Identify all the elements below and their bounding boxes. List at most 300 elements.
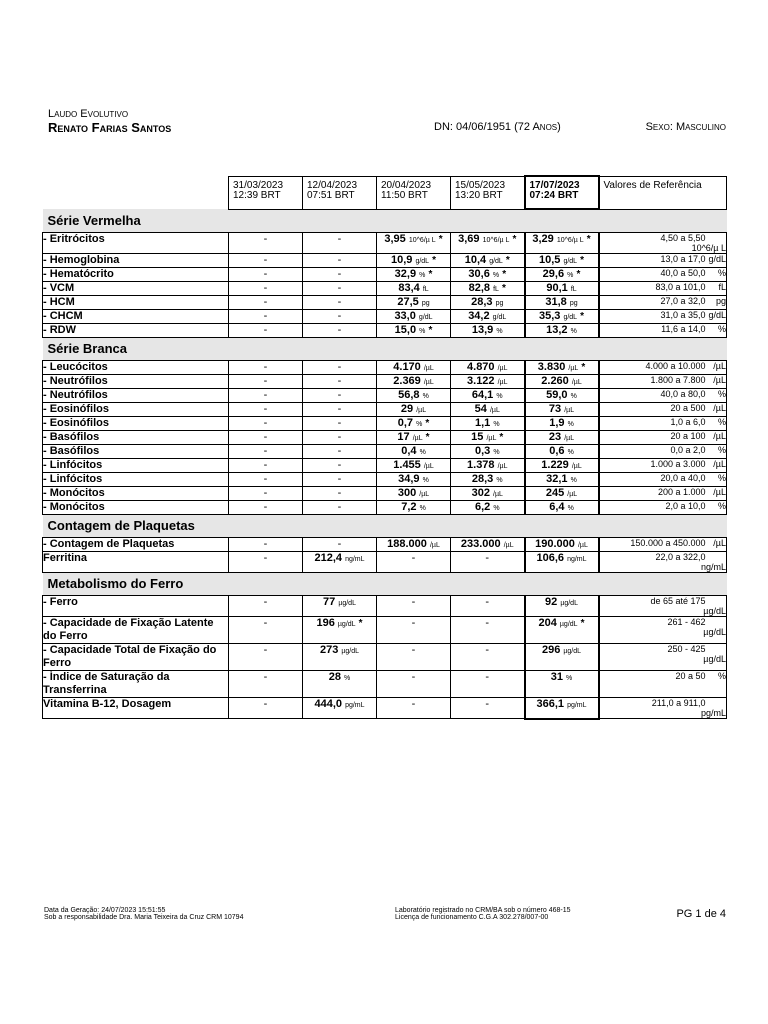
result-value — [303, 644, 377, 671]
footer-license: Licença de funcionamento C.G.A 302.278/007-00 — [395, 914, 549, 921]
result-value: - — [229, 296, 303, 310]
value-number: 82,8 — [468, 282, 491, 294]
reference-value: 0,0 a 2,0 — [670, 445, 706, 455]
value-number: 31,8 — [545, 296, 567, 308]
result-row — [43, 445, 727, 459]
value-number: 6,2 — [474, 501, 491, 513]
result-row — [43, 282, 727, 296]
value-unit: % — [419, 272, 426, 279]
value-unit: µg/dL — [560, 600, 578, 607]
reference-unit: /µL — [713, 459, 726, 469]
result-value — [525, 417, 599, 431]
result-value — [377, 417, 451, 431]
value-number: 56,8 — [398, 389, 420, 401]
value-unit: fL — [570, 286, 577, 293]
result-row — [43, 501, 727, 515]
reference-unit: µg/dL — [703, 654, 726, 664]
result-value — [377, 282, 451, 296]
result-value: - — [229, 487, 303, 501]
reference-range — [599, 473, 727, 487]
date-col-3: 20/04/2023 11:50 BRT — [377, 176, 451, 209]
result-value — [451, 361, 525, 375]
reference-range — [599, 501, 727, 515]
result-value: - — [229, 445, 303, 459]
value-flag: * — [428, 325, 433, 336]
value-unit: % — [566, 675, 573, 682]
reference-range — [599, 445, 727, 459]
value-number: 3.830 — [537, 361, 566, 373]
result-value: - — [451, 552, 525, 573]
result-value: - — [229, 361, 303, 375]
test-name: - VCM — [43, 282, 229, 296]
result-value: - — [303, 473, 377, 487]
value-number: 92 — [545, 596, 558, 608]
value-number: 1.378 — [467, 459, 495, 471]
section-title: Série Branca — [43, 338, 727, 361]
value-flag: * — [505, 255, 510, 266]
result-value: - — [377, 671, 451, 698]
result-value — [451, 431, 525, 445]
reference-value: 4.000 a 10.000 — [645, 361, 706, 371]
section-header — [43, 573, 727, 596]
value-flag: * — [432, 255, 437, 266]
reference-range — [599, 310, 727, 324]
value-number: 23 — [548, 431, 562, 443]
result-value — [525, 389, 599, 403]
value-flag: * — [358, 618, 363, 629]
value-number: 0,6 — [549, 445, 565, 457]
result-value: - — [229, 698, 303, 719]
reference-unit: fL — [718, 282, 726, 292]
reference-value: 150.000 a 450.000 — [630, 538, 706, 548]
result-row — [43, 644, 727, 671]
value-unit: pg — [495, 300, 504, 307]
section-header — [43, 338, 727, 361]
result-value: - — [303, 501, 377, 515]
value-number: 204 — [538, 617, 557, 629]
result-value: - — [229, 417, 303, 431]
result-value: - — [229, 375, 303, 389]
section-header — [43, 209, 727, 233]
value-unit: % — [567, 449, 574, 456]
result-value — [377, 403, 451, 417]
value-unit: % — [570, 477, 577, 484]
value-unit: fL — [422, 286, 429, 293]
result-value — [525, 552, 599, 573]
reference-value: 20,0 a 40,0 — [660, 473, 706, 483]
value-flag: * — [580, 255, 585, 266]
result-row — [43, 389, 727, 403]
result-value: - — [303, 282, 377, 296]
result-value — [525, 268, 599, 282]
reference-unit: /µL — [713, 538, 726, 548]
value-number: 10,5 — [538, 254, 561, 266]
reference-value: 11,6 a 14,0 — [661, 324, 706, 334]
result-value: - — [303, 296, 377, 310]
value-number: 2.369 — [393, 375, 421, 387]
value-number: 28,3 — [471, 473, 494, 485]
result-row — [43, 473, 727, 487]
value-unit: % — [493, 505, 500, 512]
reference-unit: % — [717, 389, 726, 399]
result-value: - — [229, 254, 303, 268]
result-value — [451, 389, 525, 403]
date-col-2: 12/04/2023 07:51 BRT — [303, 176, 377, 209]
value-number: 13,2 — [546, 324, 568, 336]
result-value — [525, 473, 599, 487]
result-value: - — [229, 473, 303, 487]
value-number: 10,4 — [464, 254, 487, 266]
result-value: - — [229, 389, 303, 403]
result-value: - — [229, 644, 303, 671]
value-number: 444,0 — [314, 698, 342, 710]
value-unit: g/dL — [418, 314, 433, 321]
test-name: - Eosinófilos — [43, 417, 229, 431]
value-unit: /µL — [571, 379, 582, 386]
value-unit: /µL — [429, 542, 440, 549]
value-number: 90,1 — [546, 282, 568, 294]
value-unit: /µL — [497, 365, 508, 372]
value-number: 29 — [400, 403, 414, 415]
result-value — [377, 459, 451, 473]
result-value — [303, 671, 377, 698]
result-row — [43, 233, 727, 254]
value-flag: * — [499, 432, 504, 443]
reference-range — [599, 417, 727, 431]
value-flag: * — [581, 362, 586, 373]
result-value: - — [377, 698, 451, 719]
value-number: 73 — [548, 403, 562, 415]
value-number: 13,9 — [471, 324, 494, 336]
value-unit: pg — [569, 300, 578, 307]
test-name: - Monócitos — [43, 501, 229, 515]
reference-value: 40,0 a 80,0 — [660, 389, 706, 399]
value-unit: % — [493, 449, 500, 456]
value-number: 27,5 — [397, 296, 419, 308]
result-value — [377, 501, 451, 515]
test-name: - Hemoglobina — [43, 254, 229, 268]
value-number: 7,2 — [401, 501, 417, 513]
test-name: - Ferro — [43, 596, 229, 617]
result-value — [377, 389, 451, 403]
value-number: 34,2 — [468, 310, 490, 322]
value-unit: /µL — [489, 407, 500, 414]
result-row — [43, 617, 727, 644]
value-unit: 10^6/µ L — [556, 237, 584, 244]
result-value: - — [377, 644, 451, 671]
reference-range — [599, 596, 727, 617]
result-row — [43, 698, 727, 719]
value-unit: /µL — [577, 542, 588, 549]
reference-value: 250 - 425 — [667, 644, 706, 654]
result-value: - — [303, 459, 377, 473]
value-flag: * — [425, 418, 430, 429]
test-name: - Capacidade Total de Fixação do Ferro — [43, 644, 229, 671]
reference-range — [599, 233, 727, 254]
reference-unit: /µL — [713, 375, 726, 385]
value-unit: % — [570, 393, 577, 400]
test-name: - Contagem de Plaquetas — [43, 538, 229, 552]
result-value — [451, 310, 525, 324]
result-value — [303, 552, 377, 573]
result-value — [451, 282, 525, 296]
test-name: - Eosinófilos — [43, 403, 229, 417]
value-unit: /µL — [493, 491, 503, 498]
value-unit: % — [496, 328, 503, 335]
value-unit: µg/dL — [341, 648, 360, 655]
result-value — [377, 324, 451, 338]
test-name: - Neutrófilos — [43, 375, 229, 389]
value-number: 190.000 — [535, 538, 575, 550]
value-unit: /µL — [567, 491, 578, 498]
result-value: - — [229, 324, 303, 338]
test-name: - Hematócrito — [43, 268, 229, 282]
birth-date: DN: 04/06/1951 (72 Anos) — [434, 121, 561, 133]
section-title: Série Vermelha — [43, 209, 727, 233]
reference-range — [599, 698, 727, 719]
reference-header: Valores de Referência — [599, 176, 727, 209]
value-number: 33,0 — [394, 310, 416, 322]
value-number: 233.000 — [460, 538, 501, 550]
value-unit: % — [419, 328, 426, 335]
reference-value: 1.800 a 7.800 — [650, 375, 706, 385]
reference-unit: /µL — [713, 361, 726, 371]
result-value: - — [377, 596, 451, 617]
value-flag: * — [580, 311, 585, 322]
value-number: 302 — [471, 487, 490, 499]
value-unit: ng/mL — [345, 556, 365, 563]
result-value — [451, 538, 525, 552]
result-value: - — [303, 254, 377, 268]
value-unit: % — [422, 393, 429, 400]
test-name: - RDW — [43, 324, 229, 338]
value-number: 273 — [319, 644, 339, 656]
footer-responsible: Sob a responsabilidade Dra. Maria Teixeira da Cruz CRM 10794 — [44, 914, 244, 921]
result-value: - — [303, 233, 377, 254]
test-name: - Basófilos — [43, 445, 229, 459]
value-number: 30,6 — [468, 268, 490, 280]
page-number: PG 1 de 4 — [676, 908, 726, 920]
result-value — [451, 375, 525, 389]
test-name: - Leucócitos — [43, 361, 229, 375]
result-value: - — [377, 552, 451, 573]
value-unit: % — [567, 421, 574, 428]
result-value: - — [229, 459, 303, 473]
reference-range — [599, 538, 727, 552]
value-unit: % — [567, 272, 574, 279]
value-unit: /µL — [423, 463, 434, 470]
value-number: 59,0 — [546, 389, 568, 401]
result-value: - — [303, 268, 377, 282]
value-unit: /µL — [497, 463, 508, 470]
value-number: 77 — [323, 596, 336, 608]
result-value — [303, 698, 377, 719]
sex: Sexo: Masculino — [645, 121, 726, 133]
reference-value: 31,0 a 35,0 — [660, 310, 706, 320]
result-value — [377, 538, 451, 552]
result-row — [43, 375, 727, 389]
date-col-5: 17/07/2023 07:24 BRT — [525, 176, 599, 209]
result-value — [525, 282, 599, 296]
value-number: 28 — [328, 671, 341, 683]
reference-range — [599, 375, 727, 389]
result-value: - — [229, 501, 303, 515]
value-number: 83,4 — [398, 282, 420, 294]
value-flag: * — [512, 234, 517, 245]
reference-range — [599, 617, 727, 644]
reference-unit: % — [717, 501, 726, 511]
reference-value: 13,0 a 17,0 — [660, 254, 706, 264]
result-value: - — [229, 431, 303, 445]
value-unit: g/dL — [492, 314, 507, 321]
value-number: 32,9 — [394, 268, 417, 280]
result-value — [525, 403, 599, 417]
value-unit: /µL — [503, 542, 514, 549]
result-value — [525, 254, 599, 268]
result-value: - — [303, 375, 377, 389]
result-row — [43, 459, 727, 473]
result-row — [43, 268, 727, 282]
result-row — [43, 487, 727, 501]
result-value — [525, 459, 599, 473]
value-unit: µg/dL — [563, 648, 582, 655]
result-value: - — [303, 417, 377, 431]
value-unit: % — [570, 328, 577, 335]
result-value — [525, 487, 599, 501]
value-flag: * — [576, 269, 581, 280]
result-value — [525, 698, 599, 719]
reference-unit: % — [717, 324, 726, 334]
value-unit: /µL — [416, 407, 427, 414]
result-row — [43, 671, 727, 698]
result-value: - — [303, 310, 377, 324]
reference-unit: pg/mL — [700, 708, 726, 718]
result-value — [451, 233, 525, 254]
value-unit: /µL — [571, 463, 582, 470]
value-number: 1,1 — [474, 417, 491, 429]
value-number: 300 — [397, 487, 417, 499]
value-number: 3,95 — [384, 233, 406, 245]
reference-value: 1,0 a 6,0 — [670, 417, 706, 427]
result-row — [43, 538, 727, 552]
result-value: - — [451, 596, 525, 617]
value-number: 3,29 — [532, 233, 554, 245]
reference-range — [599, 268, 727, 282]
test-name: Ferritina — [43, 552, 229, 573]
result-value: - — [303, 431, 377, 445]
result-row — [43, 296, 727, 310]
reference-range — [599, 296, 727, 310]
value-unit: /µL — [564, 407, 575, 414]
reference-unit: ng/mL — [700, 562, 726, 572]
value-unit: % — [493, 421, 500, 428]
reference-value: 22,0 a 322,0 — [655, 552, 706, 562]
value-number: 196 — [316, 617, 335, 629]
value-unit: fL — [493, 286, 499, 293]
value-number: 212,4 — [314, 552, 342, 564]
result-value: - — [229, 617, 303, 644]
value-number: 106,6 — [536, 552, 564, 564]
result-value — [451, 254, 525, 268]
value-number: 6,4 — [549, 501, 565, 513]
value-unit: % — [416, 421, 423, 428]
value-number: 0,3 — [474, 445, 491, 457]
value-number: 32,1 — [546, 473, 568, 485]
result-value — [377, 375, 451, 389]
result-value: - — [229, 403, 303, 417]
reference-value: 20 a 500 — [670, 403, 706, 413]
reference-value: 211,0 a 911,0 — [651, 698, 706, 708]
result-value — [525, 445, 599, 459]
value-unit: % — [492, 272, 500, 279]
result-value — [525, 324, 599, 338]
value-number: 2.260 — [541, 375, 569, 387]
result-value — [525, 296, 599, 310]
value-unit: µg/dL — [337, 621, 356, 628]
result-row — [43, 254, 727, 268]
result-value — [377, 445, 451, 459]
value-flag: * — [580, 618, 585, 629]
result-value — [377, 487, 451, 501]
value-number: 35,3 — [538, 310, 561, 322]
result-row — [43, 431, 727, 445]
reference-value: 20 a 100 — [670, 431, 706, 441]
value-unit: /µL — [564, 435, 575, 442]
result-value — [377, 361, 451, 375]
value-unit: % — [496, 393, 503, 400]
reference-range — [599, 552, 727, 573]
result-value — [525, 538, 599, 552]
result-value: - — [303, 389, 377, 403]
reference-unit: g/dL — [708, 254, 726, 264]
result-value — [451, 501, 525, 515]
result-value: - — [229, 552, 303, 573]
value-unit: g/dL — [415, 258, 430, 265]
footer-generated: Data da Geração: 24/07/2023 15:51:55 — [44, 907, 166, 914]
test-name: - Basófilos — [43, 431, 229, 445]
reference-value: 200 a 1.000 — [657, 487, 706, 497]
result-value: - — [229, 310, 303, 324]
value-number: 34,9 — [398, 473, 420, 485]
reference-unit: g/dL — [708, 310, 726, 320]
value-unit: /µL — [568, 365, 579, 372]
test-name: - Linfócitos — [43, 459, 229, 473]
result-value: - — [303, 487, 377, 501]
dates-row — [43, 176, 727, 209]
reference-range — [599, 324, 727, 338]
result-value — [303, 617, 377, 644]
result-row — [43, 552, 727, 573]
reference-value: de 65 até 175 — [650, 596, 706, 606]
value-unit: µg/dL — [559, 621, 578, 628]
section-title: Metabolismo do Ferro — [43, 573, 727, 596]
result-value: - — [451, 698, 525, 719]
value-number: 1.229 — [541, 459, 569, 471]
value-unit: % — [496, 477, 503, 484]
value-unit: /µL — [423, 365, 434, 372]
result-value — [451, 417, 525, 431]
value-unit: µg/dL — [338, 600, 356, 607]
value-unit: /µL — [412, 435, 423, 442]
value-unit: 10^6/µ L — [408, 237, 436, 244]
reference-value: 83,0 a 101,0 — [655, 282, 706, 292]
value-number: 17 — [397, 431, 410, 443]
reference-range — [599, 459, 727, 473]
test-name: - Índice de Saturação da Transferrina — [43, 671, 229, 698]
result-value — [525, 644, 599, 671]
result-value — [451, 473, 525, 487]
value-number: 29,6 — [542, 268, 565, 280]
